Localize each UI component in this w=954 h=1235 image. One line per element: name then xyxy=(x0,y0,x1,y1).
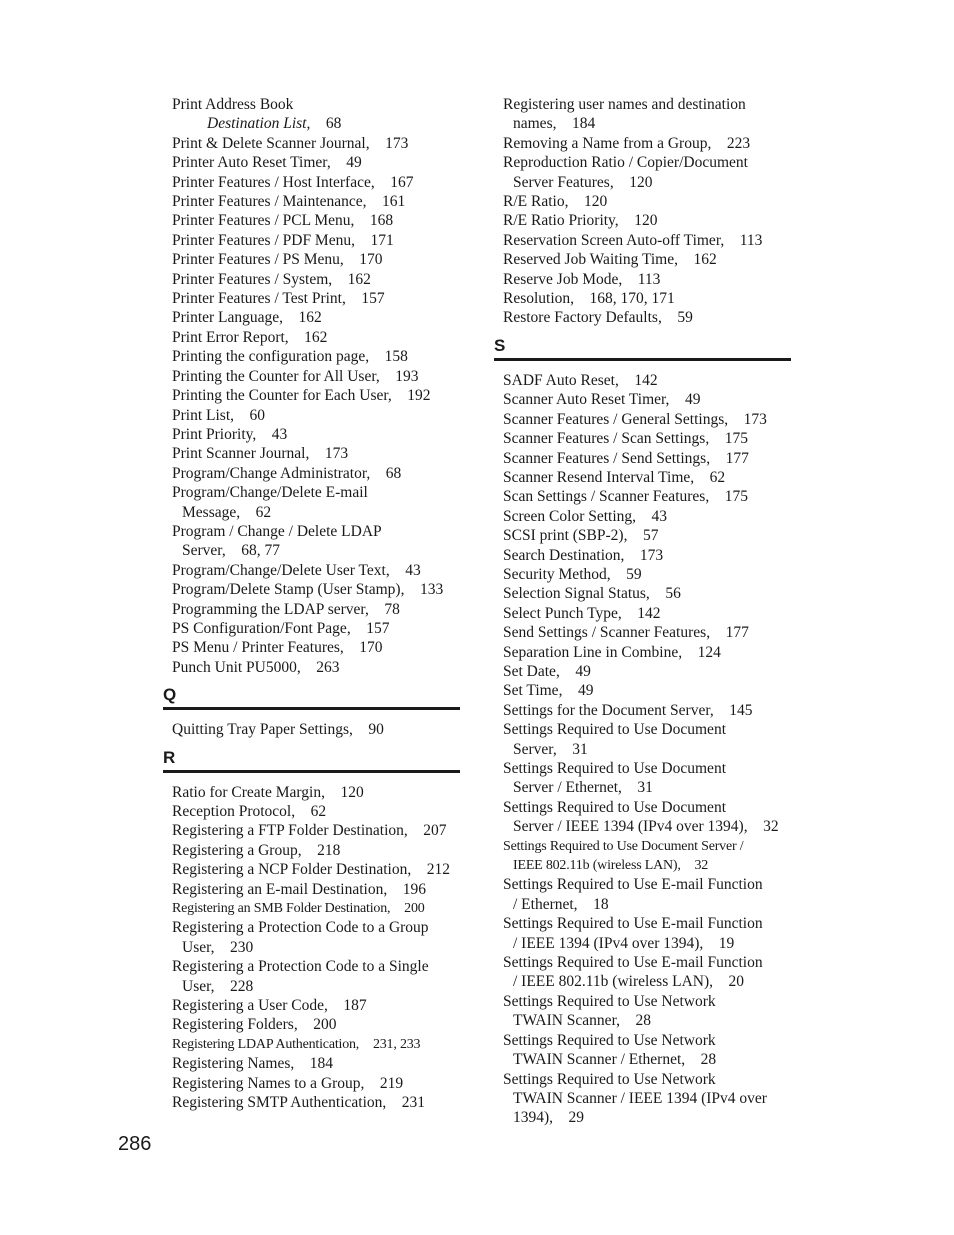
index-entry xyxy=(494,211,791,230)
index-entry xyxy=(494,720,791,759)
entry-page-numbers: 223 xyxy=(726,134,751,152)
entry-term-line: Send Settings / Scanner Features, 177 xyxy=(503,624,749,642)
entry-page-numbers: 184 xyxy=(571,115,596,133)
index-entry xyxy=(494,250,791,269)
index-entry xyxy=(163,134,460,153)
entry-page-numbers: 120 xyxy=(583,193,608,211)
entry-term-line: Registering an E-mail Destination, 196 xyxy=(172,880,426,898)
entry-term-line: Screen Color Setting, 43 xyxy=(503,507,668,525)
index-entry xyxy=(494,231,791,250)
index-entry xyxy=(494,759,791,798)
entry-page-numbers: 49 xyxy=(684,391,701,409)
entry-page-numbers: 207 xyxy=(423,822,447,840)
entry-term-line: Registering user names and destination xyxy=(503,96,746,113)
index-entry xyxy=(163,720,460,739)
entry-term-line: Print Priority, 43 xyxy=(172,425,288,443)
entry-page-numbers: 184 xyxy=(309,1055,334,1073)
entry-term-line: Reception Protocol, 62 xyxy=(172,803,327,820)
index-entry xyxy=(494,270,791,289)
entry-term-line: SCSI print (SBP-2), 57 xyxy=(503,527,659,545)
index-entry xyxy=(163,211,460,230)
entry-term-line: Security Method, 59 xyxy=(503,565,642,583)
index-entry xyxy=(163,918,460,957)
entry-term-line: Message, 62 xyxy=(182,503,272,521)
entry-term-line: Registering an SMB Folder Destination, 200 xyxy=(172,901,425,917)
index-entry xyxy=(163,561,460,580)
entry-term-line: Registering a NCP Folder Destination, 212 xyxy=(172,861,450,879)
index-entry xyxy=(494,192,791,211)
index-entry xyxy=(163,367,460,386)
entry-page-numbers: 124 xyxy=(697,643,721,661)
index-column-right xyxy=(494,95,791,1128)
entry-page-numbers: 193 xyxy=(395,367,419,385)
entry-page-numbers: 200 xyxy=(313,1016,337,1034)
entry-page-numbers: 68 xyxy=(325,115,342,133)
entry-term-line: Removing a Name from a Group, 223 xyxy=(503,134,751,152)
index-entry xyxy=(163,347,460,366)
index-entry xyxy=(163,95,460,114)
index-entry xyxy=(163,580,460,599)
entry-term-line: Reserved Job Waiting Time, 162 xyxy=(503,251,717,269)
index-entry xyxy=(163,444,460,463)
entry-page-numbers: 162 xyxy=(693,251,717,269)
entry-term-line: Settings Required to Use E-mail Function xyxy=(503,954,763,972)
entry-page-numbers: 49 xyxy=(346,154,362,172)
index-group-r-left xyxy=(163,783,460,1113)
index-entry xyxy=(494,308,791,327)
index-entry xyxy=(163,1054,460,1073)
entry-page-numbers: 158 xyxy=(384,348,408,366)
index-entry xyxy=(163,522,460,561)
entry-term-line: Program/Delete Stamp (User Stamp), 133 xyxy=(172,581,444,599)
entry-term-line: Registering a User Code, 187 xyxy=(172,997,367,1015)
index-entry xyxy=(494,798,791,837)
entry-page-numbers: 20 xyxy=(728,973,745,991)
section-heading-q: Q xyxy=(163,685,460,710)
entry-page-numbers: 68, 77 xyxy=(241,542,280,560)
entry-page-numbers: 113 xyxy=(739,231,763,249)
entry-page-numbers: 133 xyxy=(419,581,444,599)
entry-term-line: Registering a Group, 218 xyxy=(172,841,341,859)
entry-term-line: Scanner Resend Interval Time, 62 xyxy=(503,468,726,486)
entry-page-numbers: 113 xyxy=(637,270,661,288)
entry-term-line: Registering Names to a Group, 219 xyxy=(172,1074,404,1092)
entry-term-line: Scanner Features / Send Settings, 177 xyxy=(503,449,749,467)
index-group-r-right xyxy=(494,95,791,328)
entry-page-numbers: 173 xyxy=(743,410,767,428)
entry-page-numbers: 173 xyxy=(324,445,349,463)
entry-term-line: R/E Ratio Priority, 120 xyxy=(503,212,658,230)
entry-page-numbers: 78 xyxy=(384,600,400,618)
index-entry xyxy=(163,173,460,192)
entry-page-numbers: 29 xyxy=(568,1109,585,1127)
entry-term-line: Server, 68, 77 xyxy=(182,542,280,560)
entry-page-numbers: 187 xyxy=(343,997,367,1015)
index-group-p xyxy=(163,95,460,677)
entry-term-line: Registering a Protection Code to a Single xyxy=(172,958,429,976)
entry-term-line: Registering a Protection Code to a Group xyxy=(172,919,429,937)
entry-page-numbers: 168, 170, 171 xyxy=(589,290,675,308)
entry-term-line: Punch Unit PU5000, 263 xyxy=(172,658,340,676)
index-entry xyxy=(163,880,460,899)
entry-term-line: Printer Language, 162 xyxy=(172,309,322,327)
index-entry xyxy=(163,860,460,879)
entry-page-numbers: 28 xyxy=(635,1012,651,1030)
entry-term-line: Settings Required to Use Document xyxy=(503,798,726,816)
index-entry xyxy=(163,270,460,289)
entry-term-line: Program/Change/Delete E-mail xyxy=(172,484,368,502)
entry-term-line: Printer Features / System, 162 xyxy=(172,270,371,288)
entry-page-numbers: 200 xyxy=(404,901,425,917)
entry-term-line: Server / IEEE 1394 (IPv4 over 1394), 32 xyxy=(513,818,779,836)
index-entry xyxy=(163,1035,460,1054)
index-entry xyxy=(494,992,791,1031)
entry-page-numbers: 162 xyxy=(304,328,328,346)
entry-term-line: Search Destination, 173 xyxy=(503,546,664,564)
entry-page-numbers: 231, 233 xyxy=(372,1036,421,1052)
entry-page-numbers: 120 xyxy=(634,212,658,230)
entry-term-line: Printing the Counter for Each User, 192 xyxy=(172,387,431,405)
entry-term-line: 1394), 29 xyxy=(513,1109,585,1127)
entry-page-numbers: 120 xyxy=(629,173,653,191)
entry-page-numbers: 177 xyxy=(725,624,749,642)
entry-term-line: Programming the LDAP server, 78 xyxy=(172,600,400,618)
entry-page-numbers: 62 xyxy=(709,468,726,486)
entry-term-line: / IEEE 802.11b (wireless LAN), 20 xyxy=(513,973,745,991)
index-entry xyxy=(494,1070,791,1128)
entry-term-line: Printer Features / Maintenance, 161 xyxy=(172,193,406,211)
entry-page-numbers: 43 xyxy=(271,425,288,443)
entry-page-numbers: 167 xyxy=(390,173,414,191)
index-subentry xyxy=(163,114,460,133)
entry-page-numbers: 90 xyxy=(368,721,384,739)
entry-term-line: Printer Features / Test Print, 157 xyxy=(172,290,385,308)
entry-page-numbers: 171 xyxy=(370,231,394,249)
entry-page-numbers: 19 xyxy=(718,934,735,952)
entry-page-numbers: 68 xyxy=(385,464,402,482)
entry-page-numbers: 43 xyxy=(405,561,421,579)
entry-term-line: Resolution, 168, 170, 171 xyxy=(503,290,675,308)
index-entry xyxy=(163,600,460,619)
entry-term-line: Print & Delete Scanner Journal, 173 xyxy=(172,134,409,152)
entry-term-line: User, 228 xyxy=(182,977,254,995)
section-heading-r: R xyxy=(163,748,460,773)
entry-page-numbers: 196 xyxy=(402,880,426,898)
entry-page-numbers: 142 xyxy=(634,371,658,389)
entry-term-line: Set Date, 49 xyxy=(503,662,591,680)
entry-term-line: Print List, 60 xyxy=(172,406,266,424)
index-entry xyxy=(163,1093,460,1112)
entry-page-numbers: 49 xyxy=(577,682,594,700)
entry-page-numbers: 142 xyxy=(637,604,661,622)
index-entry xyxy=(494,701,791,720)
entry-term-line: Printer Features / PDF Menu, 171 xyxy=(172,231,394,249)
entry-page-numbers: 168 xyxy=(369,212,394,230)
index-entry xyxy=(494,153,791,192)
entry-term-line: Settings Required to Use Network xyxy=(503,1070,716,1088)
entry-page-numbers: 263 xyxy=(316,658,340,676)
entry-term-line: Reproduction Ratio / Copier/Document xyxy=(503,154,748,172)
entry-term-line: Quitting Tray Paper Settings, 90 xyxy=(172,721,384,739)
entry-term-line: PS Menu / Printer Features, 170 xyxy=(172,639,383,657)
entry-term-line: Server, 31 xyxy=(513,740,588,758)
entry-term-line: Selection Signal Status, 56 xyxy=(503,585,681,603)
index-entry xyxy=(494,953,791,992)
entry-page-numbers: 62 xyxy=(255,503,272,521)
entry-term-line: Server Features, 120 xyxy=(513,173,653,191)
entry-term-line: Settings Required to Use Document Server / xyxy=(503,838,744,854)
entry-page-numbers: 60 xyxy=(249,406,266,424)
section-heading-s: S xyxy=(494,336,791,361)
entry-page-numbers: 175 xyxy=(724,488,748,506)
index-entry xyxy=(163,1074,460,1093)
entry-page-numbers: 162 xyxy=(347,270,371,288)
entry-page-numbers: 218 xyxy=(317,841,341,859)
index-entry xyxy=(494,643,791,662)
index-entry xyxy=(494,914,791,953)
index-entry xyxy=(163,192,460,211)
entry-term-line: IEEE 802.11b (wireless LAN), 32 xyxy=(513,858,709,874)
page-number: 286 xyxy=(118,1133,152,1155)
index-entry xyxy=(494,487,791,506)
index-entry xyxy=(163,328,460,347)
entry-term-line: R/E Ratio, 120 xyxy=(503,193,608,211)
entry-term-line: Reservation Screen Auto-off Timer, 113 xyxy=(503,231,763,249)
entry-term-line: Printing the Counter for All User, 193 xyxy=(172,367,419,385)
entry-page-numbers: 228 xyxy=(230,977,254,995)
entry-term-line: Printer Auto Reset Timer, 49 xyxy=(172,154,362,172)
index-entry xyxy=(163,231,460,250)
entry-term-line: Settings Required to Use Document xyxy=(503,760,726,777)
entry-term-line: Printer Features / PS Menu, 170 xyxy=(172,251,383,269)
index-entry xyxy=(163,406,460,425)
index-entry xyxy=(163,289,460,308)
entry-term-line: Printer Features / PCL Menu, 168 xyxy=(172,212,394,230)
entry-term-line: Printer Features / Host Interface, 167 xyxy=(172,173,414,191)
entry-page-numbers: 62 xyxy=(310,803,327,820)
entry-term-line: Settings Required to Use E-mail Function xyxy=(503,915,763,933)
entry-page-numbers: 170 xyxy=(359,639,383,657)
index-entry xyxy=(494,449,791,468)
entry-term-line: TWAIN Scanner / IEEE 1394 (IPv4 over xyxy=(513,1089,767,1107)
entry-term-line: Server / Ethernet, 31 xyxy=(513,779,653,797)
entry-term-line: / Ethernet, 18 xyxy=(513,895,609,913)
entry-term-line: Registering SMTP Authentication, 231 xyxy=(172,1094,426,1112)
index-entry xyxy=(494,546,791,565)
index-entry xyxy=(494,390,791,409)
entry-page-numbers: 32 xyxy=(694,858,709,874)
entry-term-line: Restore Factory Defaults, 59 xyxy=(503,309,693,327)
index-entry xyxy=(163,821,460,840)
entry-page-numbers: 145 xyxy=(729,701,753,719)
index-entry xyxy=(494,662,791,681)
entry-page-numbers: 219 xyxy=(379,1074,404,1092)
entry-term-line: User, 230 xyxy=(182,938,254,956)
entry-page-numbers: 162 xyxy=(298,309,322,327)
entry-term-line: / IEEE 1394 (IPv4 over 1394), 19 xyxy=(513,934,735,952)
index-entry xyxy=(494,410,791,429)
index-entry xyxy=(494,468,791,487)
index-column-left xyxy=(163,95,460,1113)
entry-term-line: Program/Change Administrator, 68 xyxy=(172,464,402,482)
entry-page-numbers: 230 xyxy=(230,938,254,956)
entry-page-numbers: 43 xyxy=(651,507,668,525)
entry-page-numbers: 28 xyxy=(700,1051,717,1069)
entry-term-line: Print Error Report, 162 xyxy=(172,328,328,346)
index-entry xyxy=(494,1031,791,1070)
entry-page-numbers: 212 xyxy=(426,861,450,879)
entry-term-line: Settings for the Document Server, 145 xyxy=(503,701,753,719)
index-entry xyxy=(494,584,791,603)
entry-page-numbers: 161 xyxy=(382,193,406,211)
entry-term-line: TWAIN Scanner, 28 xyxy=(513,1012,651,1030)
index-entry xyxy=(163,1015,460,1034)
entry-term-line: Destination List, 68 xyxy=(207,115,342,133)
index-group-s xyxy=(494,371,791,1128)
entry-term-line: Settings Required to Use Network xyxy=(503,992,716,1010)
entry-term-line: Select Punch Type, 142 xyxy=(503,604,661,622)
entry-page-numbers: 175 xyxy=(724,430,748,448)
entry-term-line: SADF Auto Reset, 142 xyxy=(503,371,658,389)
index-entry xyxy=(163,250,460,269)
entry-term-line: Print Scanner Journal, 173 xyxy=(172,445,349,463)
entry-term-line: Settings Required to Use E-mail Function xyxy=(503,876,763,894)
entry-term-line: Printing the configuration page, 158 xyxy=(172,348,408,366)
entry-term-line: names, 184 xyxy=(513,115,596,133)
entry-page-numbers: 49 xyxy=(575,662,591,680)
entry-term-line: Settings Required to Use Document xyxy=(503,721,726,739)
index-entry xyxy=(494,371,791,390)
entry-term-line: Separation Line in Combine, 124 xyxy=(503,643,721,661)
entry-page-numbers: 231 xyxy=(401,1094,426,1112)
index-entry xyxy=(163,483,460,522)
entry-term-line: Settings Required to Use Network xyxy=(503,1031,716,1049)
index-entry xyxy=(494,565,791,584)
entry-term-line: Scanner Features / General Settings, 173 xyxy=(503,410,767,428)
index-entry xyxy=(494,875,791,914)
entry-term-line: Ratio for Create Margin, 120 xyxy=(172,783,364,801)
index-entry xyxy=(163,996,460,1015)
index-entry xyxy=(163,802,460,821)
entry-page-numbers: 32 xyxy=(763,818,779,836)
entry-term-line: Registering Folders, 200 xyxy=(172,1016,337,1034)
entry-term-line: Print Address Book xyxy=(172,96,294,113)
index-entry xyxy=(494,507,791,526)
index-entry xyxy=(494,289,791,308)
entry-page-numbers: 157 xyxy=(361,290,385,308)
index-entry xyxy=(163,386,460,405)
entry-page-numbers: 57 xyxy=(642,527,659,545)
index-entry xyxy=(494,623,791,642)
index-entry xyxy=(494,526,791,545)
index-entry xyxy=(494,604,791,623)
entry-page-numbers: 157 xyxy=(366,619,390,637)
entry-page-numbers: 120 xyxy=(340,783,364,801)
entry-term-line: Scanner Features / Scan Settings, 175 xyxy=(503,430,748,448)
index-entry xyxy=(163,638,460,657)
entry-term-line: Reserve Job Mode, 113 xyxy=(503,270,661,288)
index-entry xyxy=(163,619,460,638)
index-entry xyxy=(494,837,791,876)
index-entry xyxy=(494,681,791,700)
entry-page-numbers: 173 xyxy=(639,546,664,564)
index-entry xyxy=(163,899,460,918)
entry-term-line: PS Configuration/Font Page, 157 xyxy=(172,619,390,637)
entry-term-line: Program / Change / Delete LDAP xyxy=(172,522,382,540)
entry-term-line: Registering Names, 184 xyxy=(172,1055,334,1073)
entry-page-numbers: 192 xyxy=(407,387,431,405)
entry-term-line: Registering a FTP Folder Destination, 207 xyxy=(172,822,447,840)
index-entry xyxy=(163,153,460,172)
entry-page-numbers: 177 xyxy=(725,449,749,467)
index-entry xyxy=(163,841,460,860)
entry-page-numbers: 173 xyxy=(385,134,409,152)
entry-page-numbers: 59 xyxy=(677,309,693,327)
index-entry xyxy=(494,134,791,153)
index-entry xyxy=(163,425,460,444)
entry-term-line: Scanner Auto Reset Timer, 49 xyxy=(503,391,701,409)
entry-page-numbers: 31 xyxy=(572,740,588,758)
index-entry xyxy=(163,957,460,996)
entry-page-numbers: 18 xyxy=(593,895,609,913)
entry-term-line: Scan Settings / Scanner Features, 175 xyxy=(503,488,748,506)
index-entry xyxy=(163,464,460,483)
index-entry xyxy=(163,658,460,677)
entry-term-line: Set Time, 49 xyxy=(503,682,594,700)
entry-term-line: TWAIN Scanner / Ethernet, 28 xyxy=(513,1051,717,1069)
entry-page-numbers: 59 xyxy=(626,565,642,583)
entry-page-numbers: 56 xyxy=(665,585,681,603)
index-group-q xyxy=(163,720,460,739)
index-entry xyxy=(494,95,791,134)
entry-page-numbers: 170 xyxy=(359,251,383,269)
index-entry xyxy=(163,308,460,327)
entry-term-line: Program/Change/Delete User Text, 43 xyxy=(172,561,421,579)
index-entry xyxy=(163,783,460,802)
index-entry xyxy=(494,429,791,448)
entry-term-line: Registering LDAP Authentication, 231, 233 xyxy=(172,1036,421,1052)
entry-page-numbers: 31 xyxy=(637,779,653,797)
